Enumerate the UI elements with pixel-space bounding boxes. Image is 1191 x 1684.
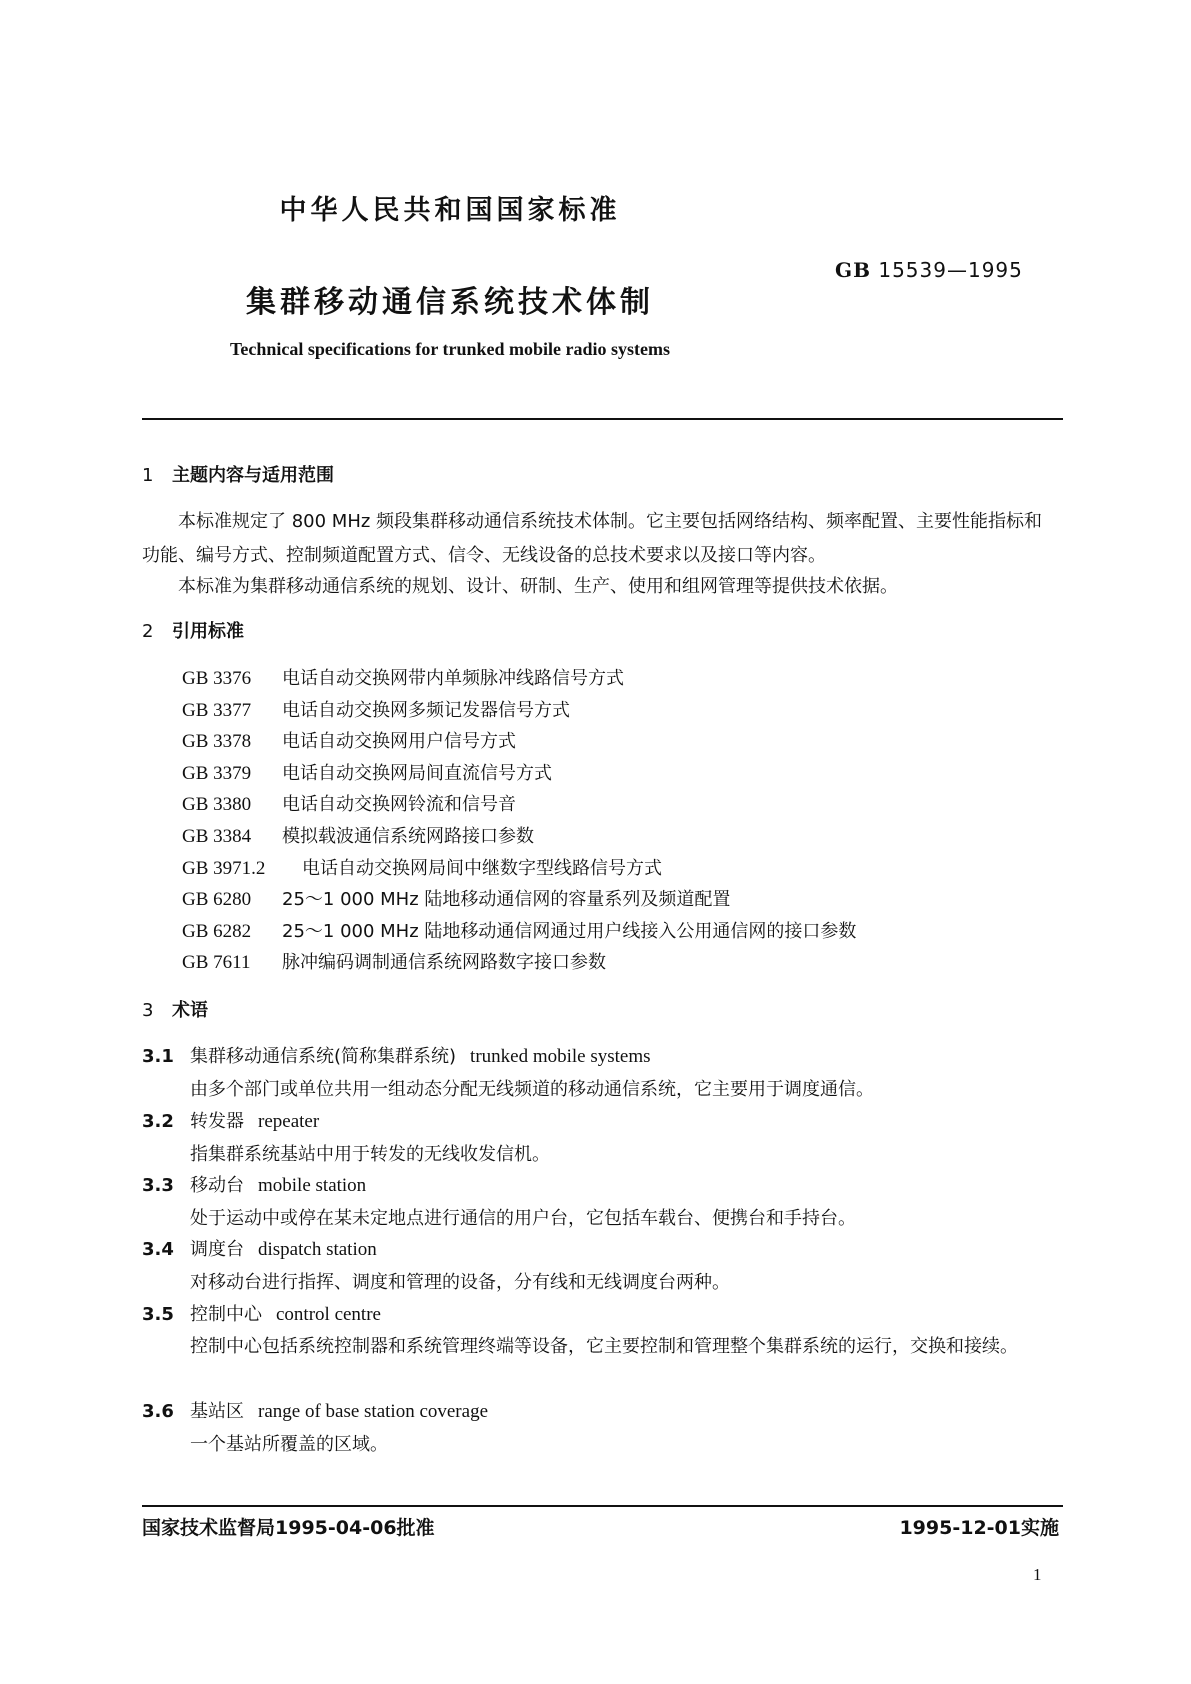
standard-code: 15539—1995: [878, 258, 1023, 282]
term-chinese: 基站区: [190, 1401, 244, 1422]
reference-title: 电话自动交换网多频记发器信号方式: [282, 700, 570, 721]
term-english: dispatch station: [258, 1239, 377, 1260]
term-definition: 由多个部门或单位共用一组动态分配无线频道的移动通信系统，它主要用于调度通信。: [190, 1079, 874, 1100]
reference-code: GB 3384: [182, 826, 252, 847]
term-chinese: 转发器: [190, 1111, 244, 1132]
term-number: 3.5: [142, 1304, 174, 1325]
reference-code: GB 7611: [182, 952, 251, 973]
approval-date: 国家技术监督局1995-04-06批准: [142, 1517, 435, 1539]
reference-title: 电话自动交换网带内单频脉冲线路信号方式: [282, 668, 624, 689]
section-3-heading: [142, 996, 208, 1022]
term-number: 3.2: [142, 1111, 174, 1132]
term-entry: [142, 1042, 651, 1068]
reference-item: [182, 948, 606, 974]
standard-prefix: GB: [835, 258, 871, 282]
term-definition: 对移动台进行指挥、调度和管理的设备，分有线和无线调度台两种。: [190, 1272, 730, 1293]
term-english: range of base station coverage: [258, 1401, 489, 1422]
term-definition: 处于运动中或停在某未定地点进行通信的用户台，它包括车载台、便携台和手持台。: [190, 1208, 856, 1229]
reference-title: 25～1 000 MHz 陆地移动通信网的容量系列及频道配置: [282, 889, 731, 910]
term-english: repeater: [258, 1111, 320, 1132]
term-definition: 控制中心包括系统控制器和系统管理终端等设备，它主要控制和管理整个集群系统的运行，交换和接续。: [190, 1336, 1018, 1357]
reference-title: 电话自动交换网铃流和信号音: [282, 794, 516, 815]
term-entry: [142, 1171, 366, 1197]
term-chinese: 控制中心: [190, 1304, 262, 1325]
term-english: trunked mobile systems: [470, 1046, 651, 1067]
reference-title: 25～1 000 MHz 陆地移动通信网通过用户线接入公用通信网的接口参数: [282, 921, 857, 942]
term-definition: 指集群系统基站中用于转发的无线收发信机。: [190, 1144, 550, 1165]
reference-title: 电话自动交换网局间中继数字型线路信号方式: [302, 858, 662, 879]
section-number: 2: [142, 621, 154, 642]
term-definition: 一个基站所覆盖的区域。: [190, 1434, 388, 1455]
section-2-heading: [142, 617, 244, 643]
reference-title: 模拟载波通信系统网路接口参数: [282, 826, 534, 847]
reference-code: GB 3377: [182, 700, 252, 721]
document-title: 集群移动通信系统技术体制: [246, 285, 654, 320]
section-title: 主题内容与适用范围: [172, 465, 334, 486]
term-entry: [142, 1235, 377, 1261]
header-divider: [142, 418, 1063, 420]
term-chinese: 移动台: [190, 1175, 244, 1196]
reference-code: GB 3379: [182, 763, 252, 784]
term-number: 3.3: [142, 1175, 174, 1196]
section-1-paragraph-1: 本标准规定了 800 MHz 频段集群移动通信系统技术体制。它主要包括网络结构、频率配置、主要性能指标和功能、编号方式、控制频道配置方式、信令、无线设备的总技术要求以及接口等内容。: [142, 511, 1043, 566]
reference-code: GB 6280: [182, 889, 252, 910]
term-english: control centre: [276, 1304, 381, 1325]
term-number: 3.1: [142, 1046, 174, 1067]
reference-title: 脉冲编码调制通信系统网路数字接口参数: [282, 952, 606, 973]
reference-item: [182, 790, 516, 816]
term-number: 3.6: [142, 1401, 174, 1422]
reference-item: [182, 917, 856, 943]
reference-item: [182, 822, 534, 848]
section-title: 引用标准: [172, 621, 244, 642]
reference-code: GB 3378: [182, 731, 252, 752]
term-chinese: 集群移动通信系统(简称集群系统): [190, 1046, 457, 1067]
reference-item: [182, 727, 516, 753]
term-entry: [142, 1107, 319, 1133]
effective-date: 1995-12-01实施: [899, 1517, 1059, 1539]
reference-item: [182, 885, 730, 911]
reference-title: 电话自动交换网用户信号方式: [282, 731, 516, 752]
section-1-paragraph-2: 本标准为集群移动通信系统的规划、设计、研制、生产、使用和组网管理等提供技术依据。: [178, 576, 898, 597]
term-entry: [142, 1397, 488, 1423]
reference-code: GB 3380: [182, 794, 252, 815]
reference-item: [182, 696, 570, 722]
document-english-title: Technical specifications for trunked mobile radio systems: [230, 339, 670, 359]
national-standard-title: 中华人民共和国国家标准: [279, 195, 621, 226]
reference-item: [182, 759, 552, 785]
section-number: 3: [142, 1000, 154, 1021]
term-english: mobile station: [258, 1175, 367, 1196]
section-1-heading: [142, 461, 334, 487]
term-chinese: 调度台: [190, 1239, 244, 1260]
reference-item: [182, 854, 662, 880]
footer-divider: [142, 1505, 1063, 1507]
section-number: 1: [142, 465, 154, 486]
page-number: 1: [1033, 1565, 1042, 1584]
reference-code: GB 6282: [182, 921, 252, 942]
term-number: 3.4: [142, 1239, 174, 1260]
reference-item: [182, 664, 624, 690]
section-title: 术语: [172, 1000, 208, 1021]
reference-code: GB 3376: [182, 668, 252, 689]
reference-title: 电话自动交换网局间直流信号方式: [282, 763, 552, 784]
reference-code: GB 3971.2: [182, 858, 266, 879]
term-entry: [142, 1300, 381, 1326]
